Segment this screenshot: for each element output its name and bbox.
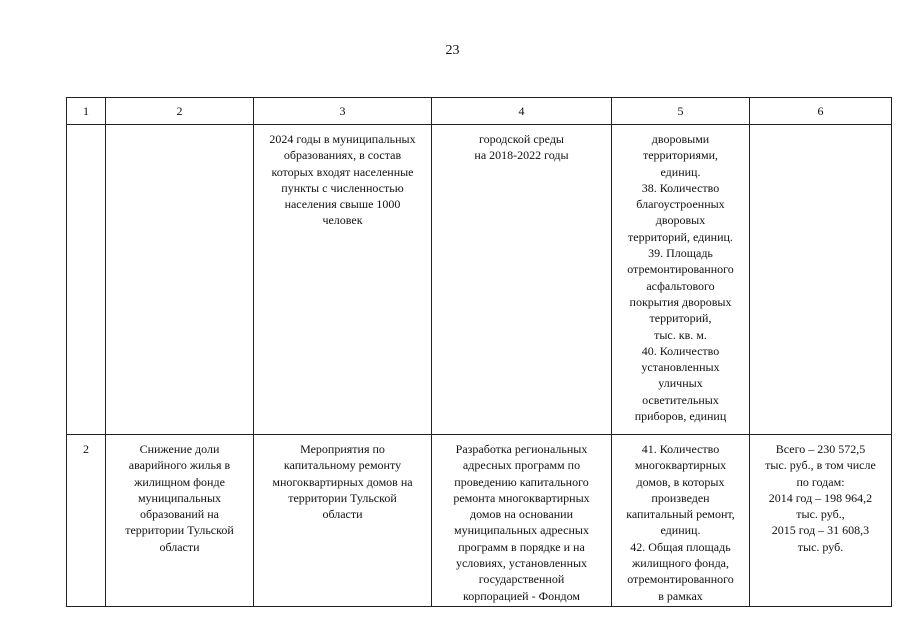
indicator-cell (612, 125, 750, 435)
goal-cell (106, 435, 254, 607)
table-header-row (67, 98, 892, 125)
goal-cell (106, 125, 254, 435)
cell-line: тыс. руб. (797, 539, 844, 554)
cell-line: осветительных (642, 392, 719, 407)
action-cell (432, 435, 612, 607)
cell-line: области (159, 539, 200, 554)
cell-line: 2024 годы в муниципальных (269, 132, 416, 146)
cell-line: тыс. кв. м. (654, 327, 707, 342)
column-header: 5 (612, 98, 750, 125)
cell-line: капитальный ремонт, (626, 507, 735, 522)
cell-line: капитальному ремонту (283, 458, 402, 473)
page-number: 23 (445, 43, 460, 58)
cell-line: 2015 год – 31 608,3 (771, 523, 870, 538)
cell-line: тыс. руб., (796, 507, 845, 522)
cell-line: на 2018-2022 годы (474, 148, 569, 163)
cell-line: образованиях, в состав (283, 148, 402, 163)
cell-line: проведению капитального (454, 474, 589, 489)
cell-line: территорий, (649, 311, 712, 326)
cell-line: приборов, единиц (634, 409, 727, 424)
cell-line: городской среды (478, 132, 564, 146)
column-header: 1 (67, 98, 106, 125)
row-number-cell: 2 (67, 435, 106, 607)
cell-line: 2014 год – 198 964,2 (768, 490, 873, 505)
cell-line: адресных программ по (462, 458, 581, 473)
cell-line: дворовыми (651, 132, 710, 146)
cell-line: покрытия дворовых (629, 294, 732, 309)
cell-line: Снижение доли (139, 442, 220, 456)
cell-line: территориями, (642, 148, 719, 163)
cell-line: условиях, установленных (455, 556, 588, 571)
cell-line: муниципальных (137, 490, 222, 505)
cell-line: населения свыше 1000 (284, 197, 401, 212)
program-table (66, 97, 892, 607)
cell-line: дворовых (655, 213, 706, 228)
cell-line: 39. Площадь (648, 246, 713, 261)
cell-line: 38. Количество (641, 180, 720, 195)
funding-cell (750, 435, 892, 607)
column-header: 2 (106, 98, 254, 125)
cell-line: государственной (478, 572, 565, 587)
cell-line: отремонтированного (627, 262, 734, 277)
cell-line: 40. Количество (641, 343, 720, 358)
cell-line: территорий, единиц. (628, 229, 733, 244)
cell-line: тыс. руб., в том числе (765, 458, 876, 473)
column-header: 4 (432, 98, 612, 125)
cell-line: по годам: (796, 474, 845, 489)
cell-line: 42. Общая площадь (630, 539, 731, 554)
cell-line: единиц. (660, 164, 701, 179)
cell-line: благоустроенных (636, 197, 725, 212)
row-number-cell (67, 125, 106, 435)
cell-line: муниципальных адресных (454, 523, 589, 538)
cell-line: установленных (641, 360, 720, 375)
funding-cell (750, 125, 892, 435)
cell-line: пункты с численностью (281, 180, 404, 195)
cell-line: Разработка региональных (455, 442, 588, 456)
cell-line: программ в порядке и на (458, 539, 585, 554)
cell-line: корпорацией - Фондом (463, 588, 580, 603)
cell-line: территории Тульской (125, 523, 234, 538)
table-row (67, 435, 892, 607)
column-header: 6 (750, 98, 892, 125)
cell-line: многоквартирных домов на (272, 474, 413, 489)
cell-line: Всего – 230 572,5 (775, 442, 866, 456)
cell-line: уличных (658, 376, 703, 391)
cell-line: асфальтового (646, 278, 715, 293)
measure-cell (254, 435, 432, 607)
cell-line: образований на (140, 507, 219, 522)
cell-line: домов, в которых (636, 474, 725, 489)
cell-line: домов на основании (469, 507, 574, 522)
cell-line: территории Тульской (288, 490, 397, 505)
cell-line: произведен (651, 490, 710, 505)
column-header: 3 (254, 98, 432, 125)
cell-line: единиц. (660, 523, 701, 538)
cell-line: жилищном фонде (134, 474, 225, 489)
cell-line: аварийного жилья в (128, 458, 231, 473)
cell-line: многоквартирных (634, 458, 727, 473)
cell-line: которых входят населенные (271, 164, 414, 179)
indicator-cell (612, 435, 750, 607)
cell-line: Мероприятия по (300, 442, 385, 456)
cell-line: 41. Количество (641, 442, 720, 456)
cell-line: отремонтированного (627, 572, 734, 587)
measure-cell (254, 125, 432, 435)
table-row (67, 125, 892, 435)
cell-line: человек (322, 213, 363, 228)
action-cell (432, 125, 612, 435)
cell-line: ремонта многоквартирных (453, 490, 590, 505)
cell-line: жилищного фонда, (631, 556, 730, 571)
cell-line: области (322, 507, 363, 522)
cell-line: в рамках (658, 588, 703, 603)
